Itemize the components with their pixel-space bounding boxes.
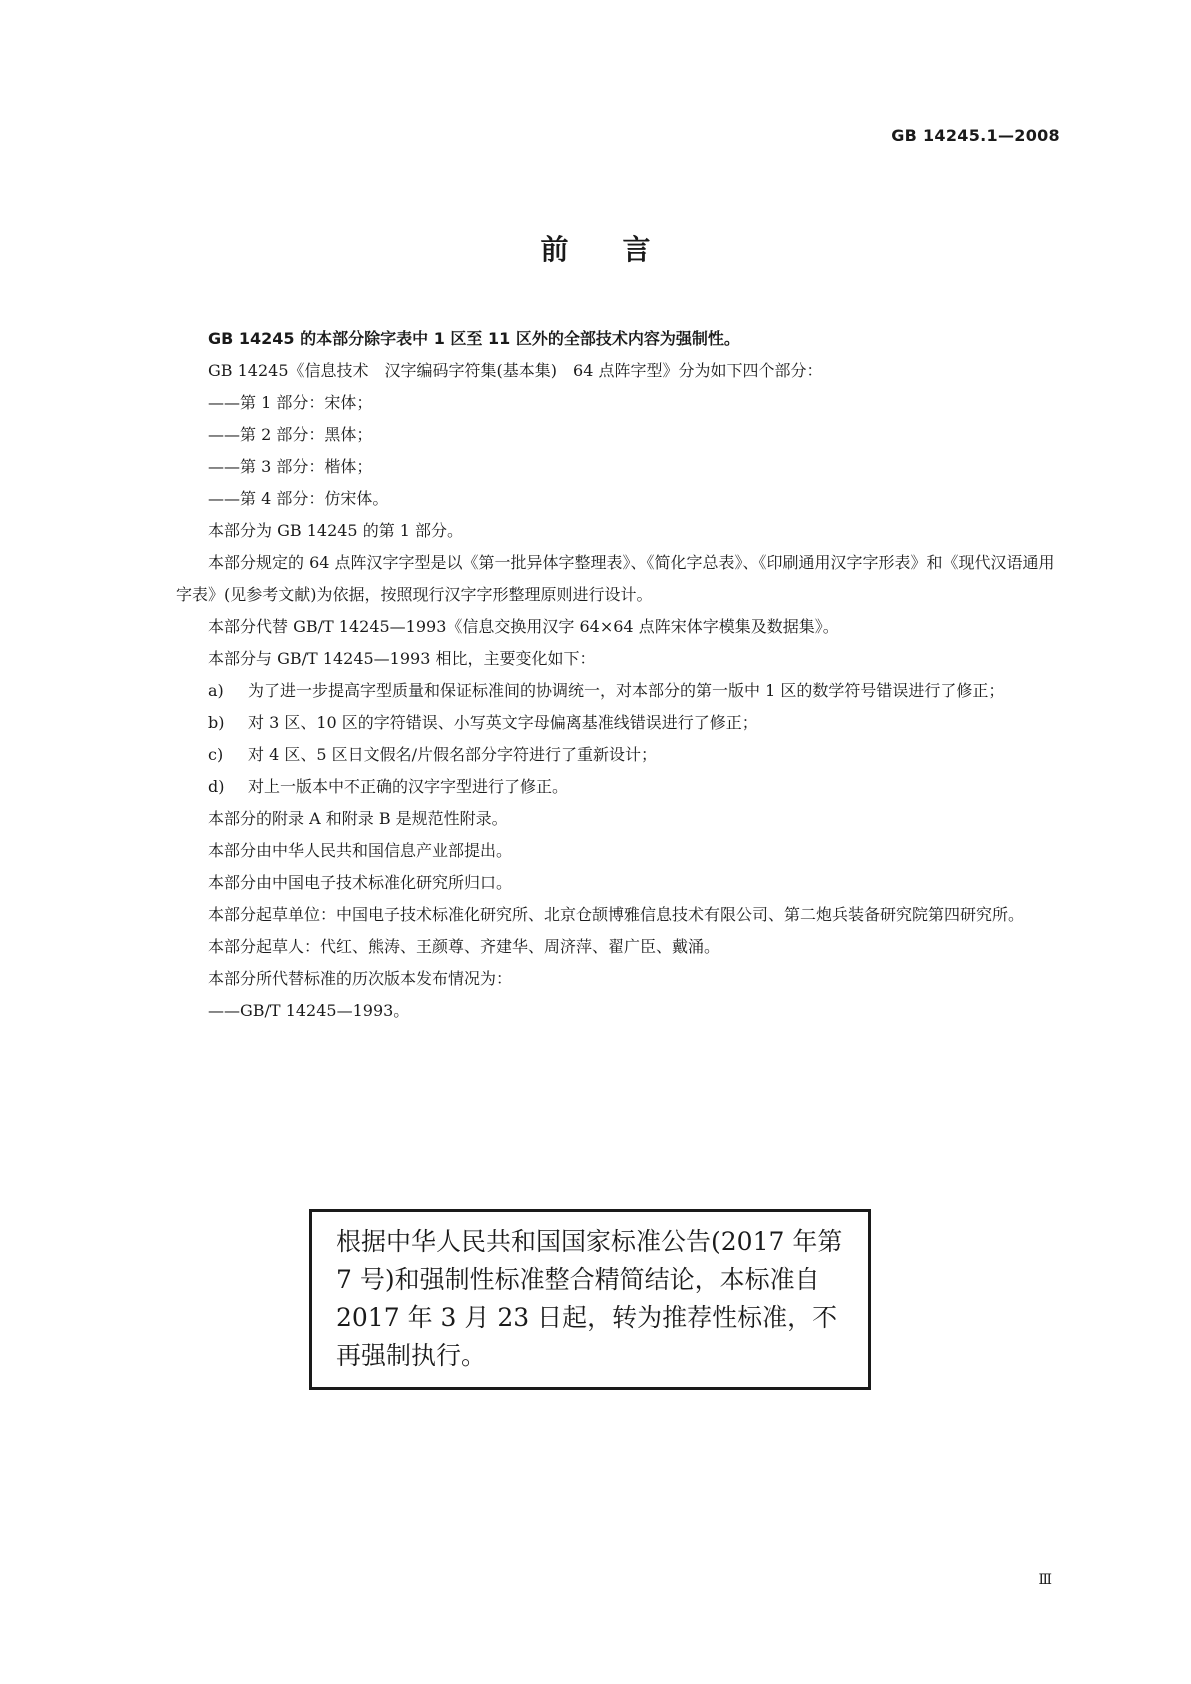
part-item: ——第 3 部分：楷体； <box>208 457 373 476</box>
page-title: 前言 <box>540 233 705 266</box>
change-marker: d) <box>208 777 225 796</box>
notice-box: 根据中华人民共和国国家标准公告(2017 年第 7 号)和强制性标准整合精简结论，本标准自 2017 年 3 月 23 日起，转为推荐性标准，不再强制执行。 <box>309 1209 871 1390</box>
proposed-by-paragraph: 本部分由中华人民共和国信息产业部提出。 <box>208 841 513 860</box>
part-item: ——第 2 部分：黑体； <box>208 425 373 444</box>
part-item: ——第 4 部分：仿宋体。 <box>208 489 389 508</box>
history-intro: 本部分所代替标准的历次版本发布情况为： <box>208 969 513 988</box>
change-text: 对 3 区、10 区的字符错误、小写英文字母偏离基准线错误进行了修正； <box>248 713 758 732</box>
change-marker: b) <box>208 713 225 732</box>
basis-paragraph: 本部分规定的 64 点阵汉字字型是以《第一批异体字整理表》、《简化字总表》、《印刷通用汉字字形表》和《现代汉语通用字表》(见参考文献)为依据，按照现行汉字字形整理原则进行设计。 <box>176 553 1055 604</box>
change-item <box>176 675 1058 707</box>
annexes-paragraph: 本部分的附录 A 和附录 B 是规范性附录。 <box>208 809 508 828</box>
change-text: 对 4 区、5 区日文假名/片假名部分字符进行了重新设计； <box>248 745 658 764</box>
drafters-paragraph: 本部分起草人：代红、熊涛、王颜尊、齐建华、周济萍、翟广臣、戴涌。 <box>208 937 721 956</box>
foreword-body <box>176 323 1058 1027</box>
standard-number: GB 14245.1—2008 <box>891 126 1060 145</box>
change-marker: a) <box>208 681 224 700</box>
centralized-by-paragraph: 本部分由中国电子技术标准化研究所归口。 <box>208 873 513 892</box>
this-part-statement: 本部分为 GB 14245 的第 1 部分。 <box>208 521 464 540</box>
parts-intro: GB 14245《信息技术 汉字编码字符集(基本集) 64 点阵字型》分为如下四个部分： <box>208 361 823 380</box>
mandatory-statement: GB 14245 的本部分除字表中 1 区至 11 区外的全部技术内容为强制性。 <box>208 329 740 348</box>
page-number: Ⅲ <box>1038 1572 1052 1588</box>
history-item: ——GB/T 14245—1993。 <box>208 1001 410 1020</box>
change-marker: c) <box>208 745 224 764</box>
change-item <box>176 739 1058 771</box>
change-text: 对上一版本中不正确的汉字字型进行了修正。 <box>248 777 569 796</box>
change-text: 为了进一步提高字型质量和保证标准间的协调统一，对本部分的第一版中 1 区的数学符号错误进行了修正； <box>248 681 1005 700</box>
drafting-units-paragraph: 本部分起草单位：中国电子技术标准化研究所、北京仓颉博雅信息技术有限公司、第二炮兵装备研究院第四研究所。 <box>208 905 1025 924</box>
part-item: ——第 1 部分：宋体； <box>208 393 373 412</box>
changes-intro: 本部分与 GB/T 14245—1993 相比，主要变化如下： <box>208 649 596 668</box>
change-item <box>176 771 1058 803</box>
replaces-paragraph: 本部分代替 GB/T 14245—1993《信息交换用汉字 64×64 点阵宋体字模集及数据集》。 <box>208 617 839 636</box>
change-item <box>176 707 1058 739</box>
